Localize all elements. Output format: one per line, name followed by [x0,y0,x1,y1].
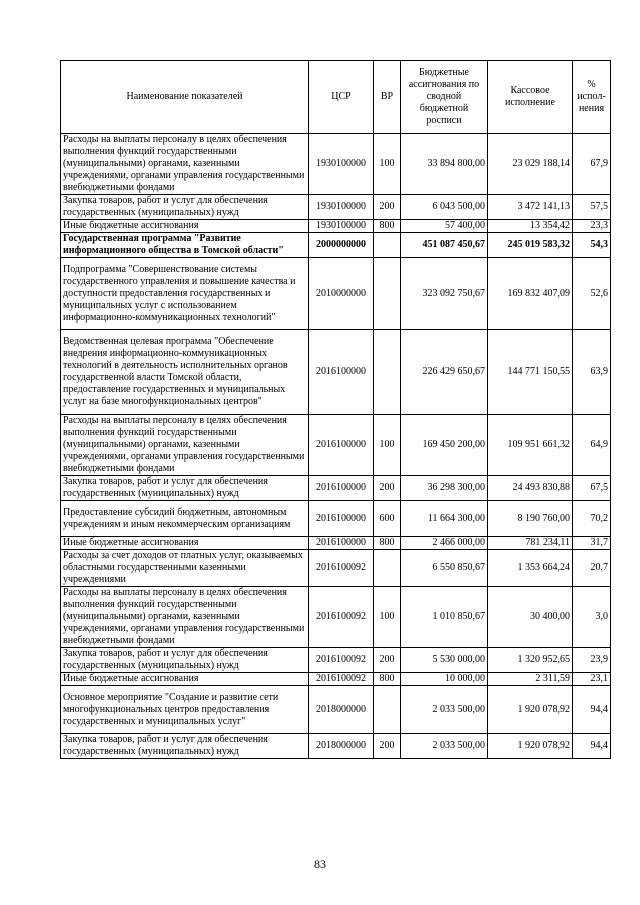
row-csr: 2018000000 [309,686,374,734]
row-cash: 1 353 664,24 [488,550,573,587]
budget-execution-table [60,60,611,759]
row-csr: 2016100000 [309,415,374,476]
row-pct: 23,1 [573,673,611,686]
row-vr: 100 [374,587,401,648]
row-vr: 200 [374,195,401,220]
row-cash: 169 832 407,09 [488,258,573,330]
row-cash: 13 354,42 [488,220,573,233]
row-vr: 200 [374,648,401,673]
row-cash: 1 920 078,92 [488,734,573,759]
table-row [61,686,611,734]
row-csr: 1930100000 [309,134,374,195]
row-vr [374,330,401,415]
table-row [61,195,611,220]
row-budget: 6 043 500,00 [401,195,488,220]
row-budget: 169 450 200,00 [401,415,488,476]
row-cash: 109 951 661,32 [488,415,573,476]
row-name: Закупка товаров, работ и услуг для обеспечения государственных (муниципальных) нужд [61,734,309,759]
table-row [61,233,611,258]
row-cash: 3 472 141,13 [488,195,573,220]
table-row [61,550,611,587]
row-pct: 70,2 [573,501,611,537]
row-name: Закупка товаров, работ и услуг для обеспечения государственных (муниципальных) нужд [61,195,309,220]
row-pct: 67,9 [573,134,611,195]
row-cash: 1 320 952,65 [488,648,573,673]
row-csr: 2016100000 [309,537,374,550]
row-cash: 144 771 150,55 [488,330,573,415]
row-name: Расходы на выплаты персоналу в целях обеспечения выполнения функций государственными (муниципальными) органами, казенными учреждениями, органами управления государственными внебюджетными фондами [61,134,309,195]
row-budget: 1 010 850,67 [401,587,488,648]
row-budget: 5 530 000,00 [401,648,488,673]
row-budget: 10 000,00 [401,673,488,686]
table-row [61,220,611,233]
row-budget: 57 400,00 [401,220,488,233]
row-csr: 1930100000 [309,195,374,220]
row-pct: 23,3 [573,220,611,233]
row-pct: 23,9 [573,648,611,673]
header-vr: ВР [374,61,401,134]
row-budget: 36 298 300,00 [401,476,488,501]
budget-table-container [60,60,610,759]
row-vr: 200 [374,476,401,501]
row-name: Закупка товаров, работ и услуг для обеспечения государственных (муниципальных) нужд [61,476,309,501]
row-budget: 2 033 500,00 [401,734,488,759]
row-cash: 24 493 830,88 [488,476,573,501]
table-row [61,734,611,759]
table-header-row [61,61,611,134]
row-name: Иные бюджетные ассигнования [61,673,309,686]
row-cash: 23 029 188,14 [488,134,573,195]
row-name: Иные бюджетные ассигнования [61,220,309,233]
row-pct: 94,4 [573,734,611,759]
table-row [61,501,611,537]
row-vr [374,550,401,587]
row-vr: 200 [374,734,401,759]
row-name: Основное мероприятие "Создание и развитие сети многофункциональных центров предоставления государственных и муниципальных услуг" [61,686,309,734]
row-pct: 31,7 [573,537,611,550]
row-pct: 54,3 [573,233,611,258]
row-csr: 2016100000 [309,476,374,501]
header-name: Наименование показателей [61,61,309,134]
table-row [61,258,611,330]
table-row [61,134,611,195]
table-row [61,537,611,550]
row-budget: 323 092 750,67 [401,258,488,330]
row-cash: 2 311,59 [488,673,573,686]
row-cash: 1 920 078,92 [488,686,573,734]
row-csr: 2016100000 [309,330,374,415]
table-row [61,648,611,673]
row-pct: 94,4 [573,686,611,734]
row-csr: 2016100092 [309,673,374,686]
table-row [61,587,611,648]
row-name: Расходы на выплаты персоналу в целях обеспечения выполнения функций государственными (муниципальными) органами, казенными учреждениями, органами управления государственными внебюджетными фондами [61,415,309,476]
row-pct: 3,0 [573,587,611,648]
row-pct: 63,9 [573,330,611,415]
row-cash: 781 234,11 [488,537,573,550]
row-budget: 2 466 000,00 [401,537,488,550]
row-pct: 20,7 [573,550,611,587]
table-row [61,476,611,501]
header-cash: Кассовое исполнение [488,61,573,134]
row-vr [374,686,401,734]
row-pct: 64,9 [573,415,611,476]
row-pct: 52,6 [573,258,611,330]
row-vr: 800 [374,220,401,233]
row-cash: 245 019 583,32 [488,233,573,258]
row-budget: 451 087 450,67 [401,233,488,258]
row-name: Предоставление субсидий бюджетным, автономным учреждениям и иным некоммерческим организациям [61,501,309,537]
header-pct: % испол-нения [573,61,611,134]
row-name: Расходы за счет доходов от платных услуг, оказываемых областными государственными казенными учреждениями [61,550,309,587]
table-row [61,415,611,476]
row-csr: 2016100092 [309,648,374,673]
row-vr: 600 [374,501,401,537]
row-vr: 800 [374,673,401,686]
row-pct: 57,5 [573,195,611,220]
row-name: Закупка товаров, работ и услуг для обеспечения государственных (муниципальных) нужд [61,648,309,673]
row-csr: 2000000000 [309,233,374,258]
row-csr: 2016100092 [309,587,374,648]
header-budget: Бюджетные ассигнования по сводной бюджетной росписи [401,61,488,134]
table-row [61,330,611,415]
row-pct: 67,5 [573,476,611,501]
row-budget: 33 894 800,00 [401,134,488,195]
row-vr: 100 [374,415,401,476]
row-budget: 226 429 650,67 [401,330,488,415]
row-csr: 2018000000 [309,734,374,759]
row-csr: 2016100000 [309,501,374,537]
row-name: Государственная программа "Развитие информационного общества в Томской области" [61,233,309,258]
row-csr: 1930100000 [309,220,374,233]
row-name: Иные бюджетные ассигнования [61,537,309,550]
row-budget: 2 033 500,00 [401,686,488,734]
row-vr [374,258,401,330]
row-budget: 6 550 850,67 [401,550,488,587]
row-budget: 11 664 300,00 [401,501,488,537]
row-cash: 8 190 760,00 [488,501,573,537]
row-csr: 2010000000 [309,258,374,330]
row-name: Расходы на выплаты персоналу в целях обеспечения выполнения функций государственными (муниципальными) органами, казенными учреждениями, органами управления государственными внебюджетными фондами [61,587,309,648]
row-name: Подпрограмма "Совершенствование системы государственного управления и повышение качества и доступности предоставления государственных и муниципальных услуг с использованием информационно-коммуникационных технологий" [61,258,309,330]
table-row [61,673,611,686]
page-number: 83 [314,857,326,871]
row-vr [374,233,401,258]
row-vr: 800 [374,537,401,550]
row-csr: 2016100092 [309,550,374,587]
row-vr: 100 [374,134,401,195]
header-csr: ЦСР [309,61,374,134]
row-cash: 30 400,00 [488,587,573,648]
row-name: Ведомственная целевая программа "Обеспечение внедрения информационно-коммуникационных технологий в деятельность исполнительных органов государственной власти Томской области, предоставление государственных и муниципальных услуг на базе многофункциональных центров" [61,330,309,415]
